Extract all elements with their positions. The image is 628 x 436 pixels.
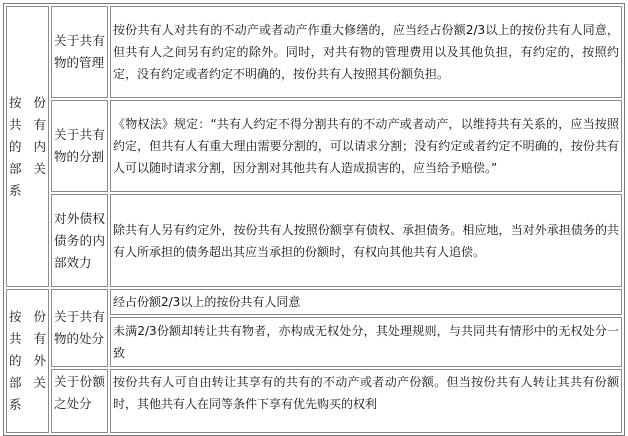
content-management: 按份共有人对共有的不动产或者动产作重大修缮的，应当经占份额2/3以上的按份共有人同意，但共有人之间另有约定的除外。同时，对共有物的管理费用以及其他负担，有约定的，按照约定，没有约定或者约定不明确的，按份共有人按照其份额负担。	[110, 6, 622, 98]
subcategory-management: 关于共有物的管理	[51, 6, 108, 98]
table-row	[6, 289, 622, 315]
content-partition: 《物权法》规定：“共有人约定不得分割共有的不动产或者动产，以维持共有关系的，应当按照约定，但共有人有重大理由需要分割的，可以请求分割；没有约定或者约定不明确的，按份共有人可以随时请求分割，因分割对其他共有人造成损害的，应当给予赔偿。”	[110, 100, 622, 192]
content-disposal-unauthorized: 未满2/3份额却转让共有物者，亦构成无权处分，其处理规则，与共同共有情形中的无权处分一致	[110, 317, 622, 367]
subcategory-partition: 关于共有物的分割	[51, 100, 108, 192]
content-share-disposal: 按份共有人可自由转让其享有的共有的不动产或者动产份额。但当按份共有人转让其共有份额时，其他共有人在同等条件下享有优先购买的权利	[110, 369, 622, 433]
legal-relations-table	[3, 3, 625, 436]
table-row	[6, 6, 622, 98]
content-disposal-consent: 经占份额2/3以上的按份共有人同意	[110, 289, 622, 315]
category-external: 按份共有的外部关系	[6, 289, 49, 433]
subcategory-debt: 对外债权债务的内部效力	[51, 194, 108, 287]
table-row	[6, 194, 622, 287]
subcategory-share-disposal: 关于份额之处分	[51, 369, 108, 433]
content-debt: 除共有人另有约定外，按份共有人按照份额享有债权、承担债务。相应地，当对外承担债务的共有人所承担的债务超出其应当承担的份额时，有权向其他共有人追偿。	[110, 194, 622, 287]
table-row	[6, 100, 622, 192]
subcategory-disposal: 关于共有物的处分	[51, 289, 108, 367]
table-row	[6, 369, 622, 433]
category-internal: 按份共有的内部关系	[6, 6, 49, 287]
